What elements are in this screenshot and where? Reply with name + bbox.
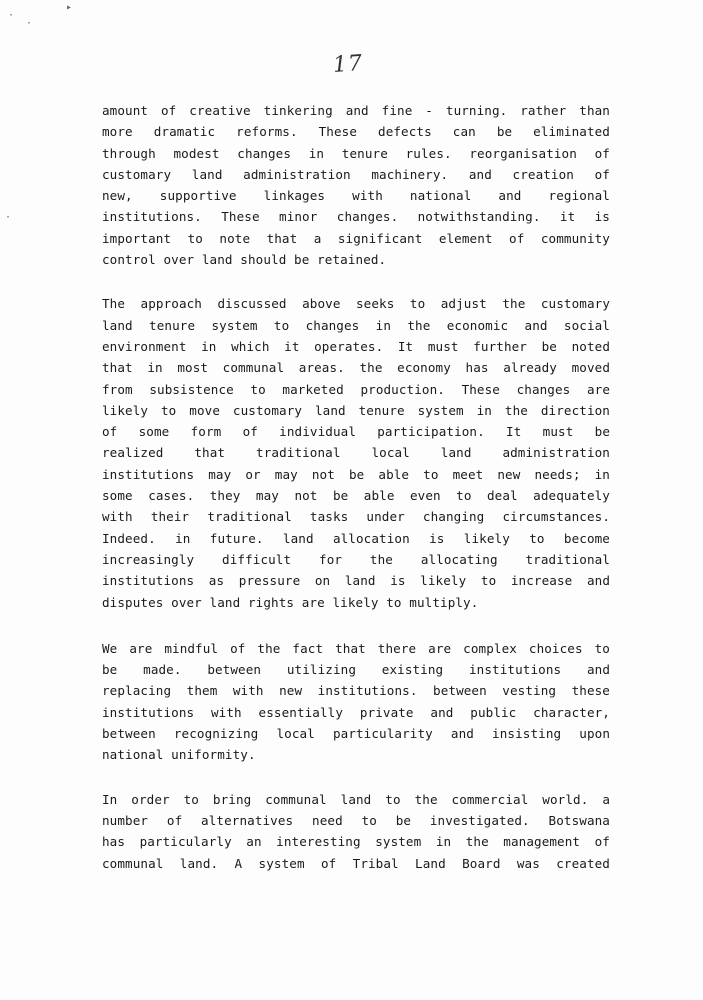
text-line: through modest changes in tenure rules. reorganisation of [102,145,610,161]
scan-speck: · [8,10,15,21]
text-line: replacing them with new institutions. between vesting these [102,683,610,699]
paragraph-3 [102,638,610,766]
text-line: some cases. they may not be able even to deal adequately [102,488,610,504]
text-line: environment in which it operates. It must further be noted [102,338,610,354]
text-line: number of alternatives need to be investigated. Botswana [102,812,610,828]
text-line: institutions may or may not be able to meet new needs; in [102,466,610,482]
text-line: disputes over land rights are likely to multiply. [102,594,479,610]
text-line: institutions with essentially private and public character, [102,704,610,720]
text-line: control over land should be retained. [102,252,387,268]
paragraph-2 [102,293,610,612]
text-line: of some form of individual participation. It must be [102,424,610,440]
text-line: has particularly an interesting system in the management of [102,834,610,850]
text-line: The approach discussed above seeks to adjust the customary [102,296,610,312]
text-line: that in most communal areas. the economy has already moved [102,360,610,376]
text-line: important to note that a significant element of community [102,230,610,246]
text-line: In order to bring communal land to the commercial world. a [102,791,610,807]
text-line: national uniformity. [102,747,256,763]
text-line: land tenure system to changes in the economic and social [102,317,610,333]
page-number: 17 [332,50,364,79]
text-line: institutions as pressure on land is likely to increase and [102,573,610,589]
text-line: new, supportive linkages with national and regional [102,188,610,204]
text-line: realized that traditional local land administration [102,445,610,461]
text-line: likely to move customary land tenure system in the direction [102,402,610,418]
text-line: customary land administration machinery. and creation of [102,166,610,182]
body-text [102,100,610,900]
text-line: institutions. These minor changes. notwithstanding. it is [102,209,610,225]
text-line: increasingly difficult for the allocating traditional [102,551,610,567]
paragraph-1 [102,100,610,270]
text-line: more dramatic reforms. These defects can be eliminated [102,124,610,140]
text-line: We are mindful of the fact that there are complex choices to [102,640,610,656]
scan-speck: ▸ [66,2,73,13]
text-line: be made. between utilizing existing institutions and [102,662,610,678]
text-line: Indeed. in future. land allocation is likely to become [102,530,610,546]
paragraph-4 [102,789,610,874]
text-line: with their traditional tasks under changing circumstances. [102,509,610,525]
scan-speck: · [26,18,33,29]
text-line: between recognizing local particularity and insisting upon [102,726,610,742]
scan-speck: · [5,212,12,223]
text-line: amount of creative tinkering and fine - turning. rather than [102,103,610,118]
text-line: from subsistence to marketed production. These changes are [102,381,610,397]
text-line: communal land. A system of Tribal Land Board was created [102,855,610,871]
